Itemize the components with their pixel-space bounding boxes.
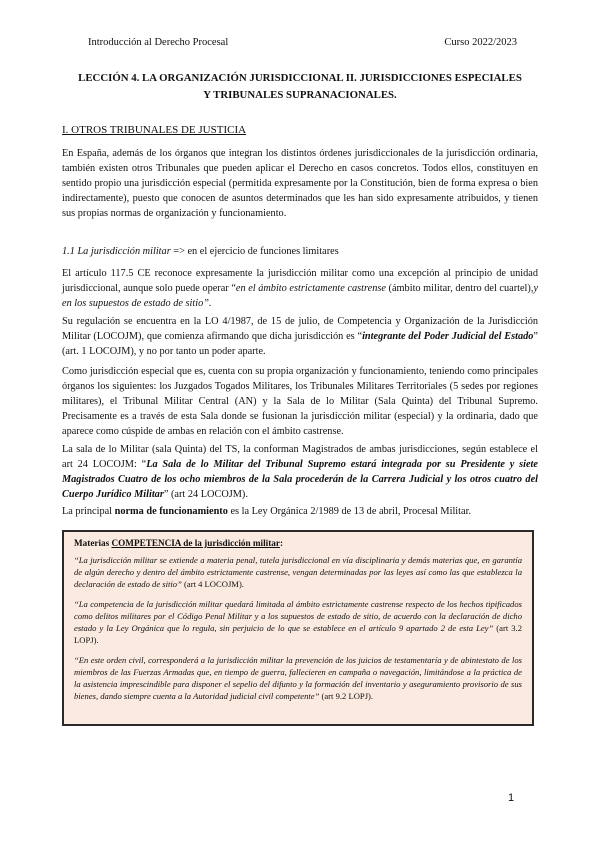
lesson-title-line-1: LECCIÓN 4. LA ORGANIZACIÓN JURISDICCIONAL II. JURISDICCIONES ESPECIALES	[78, 72, 522, 84]
competence-box	[62, 530, 534, 726]
bold-run: norma de funcionamiento	[114, 506, 228, 517]
quote-text: “La jurisdicción militar se extiende a materia penal, tutela jurisdiccional en vía disciplinaria y demás materias que, en garantía de algún derecho y dentro del ámbito estrictamente castrense, vengan determinadas por las leyes así como las que establezca la declaración de estado de sitio”	[74, 555, 522, 589]
lesson-title-line-2: Y TRIBUNALES SUPRANACIONALES.	[203, 89, 397, 101]
italic-run: La Sala de lo Militar del Tribunal Supremo estará integrada por su Presidente y siete Magistrados Cuatro de los ocho miembros de la Sala procederán de la Carrera Judicial y los otros cuatro del Cuerpo Jurídico Militar	[62, 459, 538, 500]
text-run: (ámbito militar, dentro del cuartel),	[385, 283, 534, 294]
text-run: ” (art. 1 LOCOJM), y no por tanto un poder aparte.	[62, 331, 538, 357]
subsection-note: => en el ejercicio de funciones limitares	[170, 246, 339, 257]
paragraph-sala-militar	[62, 442, 538, 502]
italic-run: integrante del Poder Judicial del Estado	[362, 331, 534, 342]
paragraph-article-117	[62, 266, 538, 311]
quote-art-9-2-lopj	[74, 654, 522, 702]
competence-box-title	[74, 537, 522, 549]
quote-reference: (art 3.2 LOPJ).	[74, 623, 523, 645]
quote-reference: (art 4 LOCOJM).	[181, 579, 244, 589]
header-course-name: Introducción al Derecho Procesal	[88, 37, 229, 48]
text-run: La sala de lo Militar (sala Quinta) del TS, la conforman Magistrados de ambas jurisdicciones, según establece el art 24 LOCOJM: “	[62, 444, 538, 470]
subsection-heading	[62, 244, 538, 259]
quote-art-4-locojm	[74, 554, 522, 590]
text-run: Materias	[74, 538, 112, 548]
quote-reference: (art 9.2 LOPJ).	[319, 691, 374, 701]
intro-paragraph: En España, además de los órganos que integran los distintos órdenes jurisdiccionales de la jurisdicción ordinaria, también existen otros Tribunales que pueden aplicar el Derecho en casos concretos. Todos ellos, constituyen en sentido propio una jurisdicción especial (permitida expresamente por la Constitución, bien de forma expresa o bien indirectamente), puesto que conocen de asuntos determinados que les han sido expresamente atribuidos, y tienen sus propias normas de organización y funcionamiento.	[62, 148, 538, 219]
text-run: La principal	[62, 506, 115, 517]
underlined-run: COMPETENCIA de la jurisdicción militar	[111, 538, 280, 548]
page-number: 1	[508, 792, 515, 804]
text-run: Su regulación se encuentra en la LO 4/1987, de 15 de julio, de Competencia y Organización de la Jurisdicción Militar (LOCOJM), que comienza afirmando que dicha jurisdicción es “	[62, 316, 538, 342]
italic-run: y en los supuestos de estado de sitio”.	[62, 283, 539, 309]
text-run: es la Ley Orgánica 2/1989 de 13 de abril, Procesal Militar.	[227, 506, 472, 517]
lesson-title	[62, 70, 538, 104]
paragraph-locojm	[62, 314, 538, 359]
text-run: ” (art 24 LOCOJM).	[163, 489, 248, 500]
paragraph-organs: Como jurisdicción especial que es, cuenta con su propia organización y funcionamiento, teniendo como principales órganos los siguientes: los Juzgados Togados Militares, los Tribunales Militares Territoriales (5 sedes por regiones militares), el Tribunal Militar Central (AN) y la Sala de lo Militar (Sala Quinta) del Tribunal Supremo. Precisamente es a través de esta Sala donde se fusionan la jurisdicción militar (especial) y la ordinaria, dado que aparece como cúspide de ambas en relación con el ámbito castrense.	[62, 366, 538, 437]
text-run: El artículo 117.5 CE reconoce expresamente la jurisdicción militar como una excepción al principio de unidad jurisdiccional, aunque solo puede operar “	[62, 268, 538, 294]
header-academic-year: Curso 2022/2023	[444, 37, 517, 48]
section-heading: I. OTROS TRIBUNALES DE JUSTICIA	[62, 124, 247, 136]
paragraph-norma	[62, 504, 538, 519]
text-run: :	[279, 538, 283, 548]
italic-run: en el ámbito estrictamente castrense	[235, 283, 386, 294]
subsection-title: 1.1 La jurisdicción militar	[62, 246, 171, 257]
quote-art-3-2-lopj	[74, 598, 522, 646]
quote-text: “La competencia de la jurisdicción militar quedará limitada al ámbito estrictamente castrense respecto de los hechos tipificados como delitos militares por el Código Penal Militar y a los supuestos de estado de sitio, de acuerdo con la declaración de dicho estado y la Ley Orgánica que lo regula, sin perjuicio de lo que se establece en el artículo 9 apartado 2 de esta Ley”	[74, 599, 522, 633]
quote-text: “En este orden civil, corresponderá a la jurisdicción militar la prevención de los juicios de testamentaría y de abintestato de los miembros de las Fuerzas Armadas que, en tiempo de guerra, fallecieren en campaña o navegación, limitándose a la práctica de la asistencia imprescindible para disponer el sepelio del difunto y la formación del inventario y aseguramiento provisorio de sus bienes, dando siempre cuenta a la Autoridad judicial civil competente”	[74, 655, 522, 701]
